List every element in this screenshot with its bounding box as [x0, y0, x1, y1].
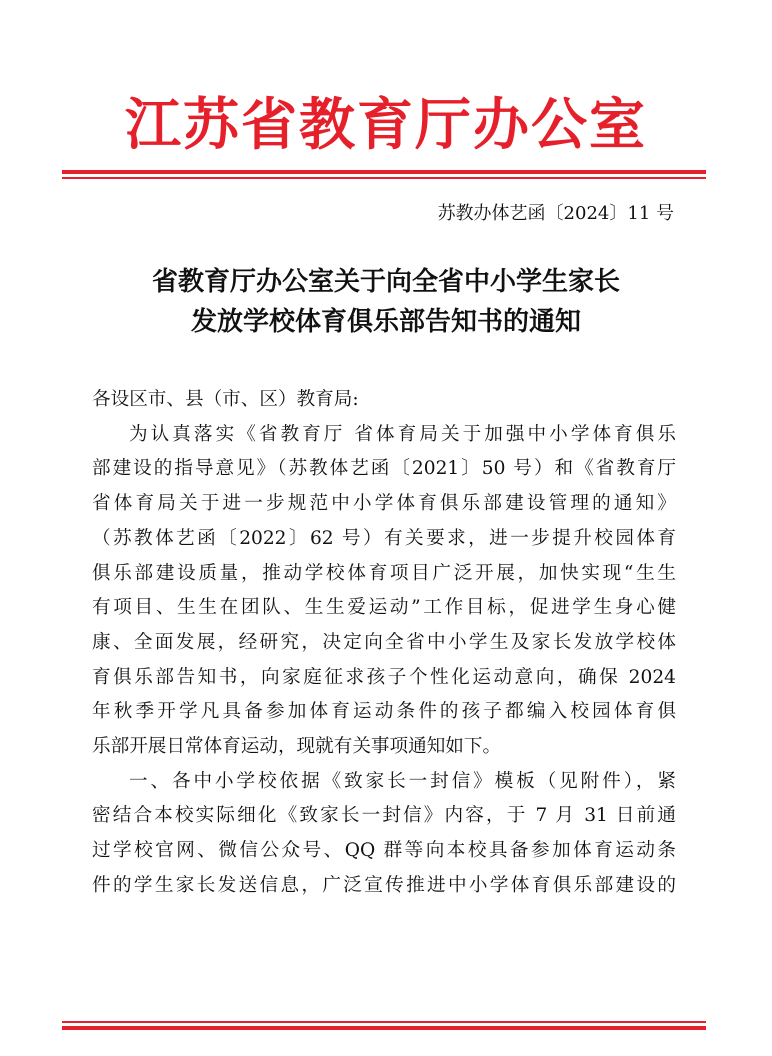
paragraph-line: 俱乐部建设质量，推动学校体育项目广泛开展，加快实现“生生 — [92, 562, 676, 584]
paragraph-2 — [92, 765, 676, 904]
footer-rule-thin — [62, 1021, 706, 1023]
header-rule-thick — [62, 170, 706, 174]
document-title — [0, 262, 772, 342]
paragraph-line: 密结合本校实际细化《致家长一封信》内容，于 7 月 31 日前通 — [92, 805, 676, 827]
document-body — [92, 383, 676, 904]
document-title-line-1: 省教育厅办公室关于向全省中小学生家长 — [151, 267, 620, 297]
paragraph-line: 为认真落实《省教育厅 省体育局关于加强中小学体育俱乐 — [129, 423, 676, 445]
salutation — [92, 383, 676, 418]
paragraph-line: 件的学生家长发送信息，广泛宣传推进中小学体育俱乐部建设的 — [92, 874, 676, 896]
paragraph-line: 乐部开展日常体育运动，现就有关事项通知如下。 — [92, 736, 502, 758]
paragraph-line: 育俱乐部告知书，向家庭征求孩子个性化运动意向，确保 2024 — [92, 666, 676, 688]
paragraph-line: 省体育局关于进一步规范中小学体育俱乐部建设管理的通知》 — [92, 493, 676, 515]
paragraph-line: 过学校官网、微信公众号、QQ 群等向本校具备参加体育运动条 — [92, 840, 676, 862]
paragraph-line: 部建设的指导意见》（苏教体艺函〔2021〕50 号）和《省教育厅 — [92, 458, 676, 480]
footer-rule-thick — [62, 1026, 706, 1030]
paragraph-line: 一、各中小学校依据《致家长一封信》模板（见附件），紧 — [129, 770, 676, 792]
header-rule-thin — [62, 177, 706, 179]
paragraph-line: 年秋季开学凡具备参加体育运动条件的孩子都编入校园体育俱 — [92, 701, 676, 723]
paragraph-1 — [92, 418, 676, 765]
issuing-organization-title: 江苏省教育厅办公室 — [125, 92, 647, 158]
document-title-line-2: 发放学校体育俱乐部告知书的通知 — [190, 307, 581, 337]
document-number: 苏教办体艺函〔2024〕11 号 — [437, 203, 674, 224]
paragraph-line: （苏教体艺函〔2022〕62 号）有关要求，进一步提升校园体育 — [92, 527, 676, 549]
paragraph-line: 康、全面发展，经研究，决定向全省中小学生及家长发放学校体 — [92, 631, 676, 653]
salutation-line: 各设区市、县（市、区）教育局: — [92, 389, 359, 410]
paragraph-line: 有项目、生生在团队、生生爱运动”工作目标，促进学生身心健 — [92, 597, 676, 619]
